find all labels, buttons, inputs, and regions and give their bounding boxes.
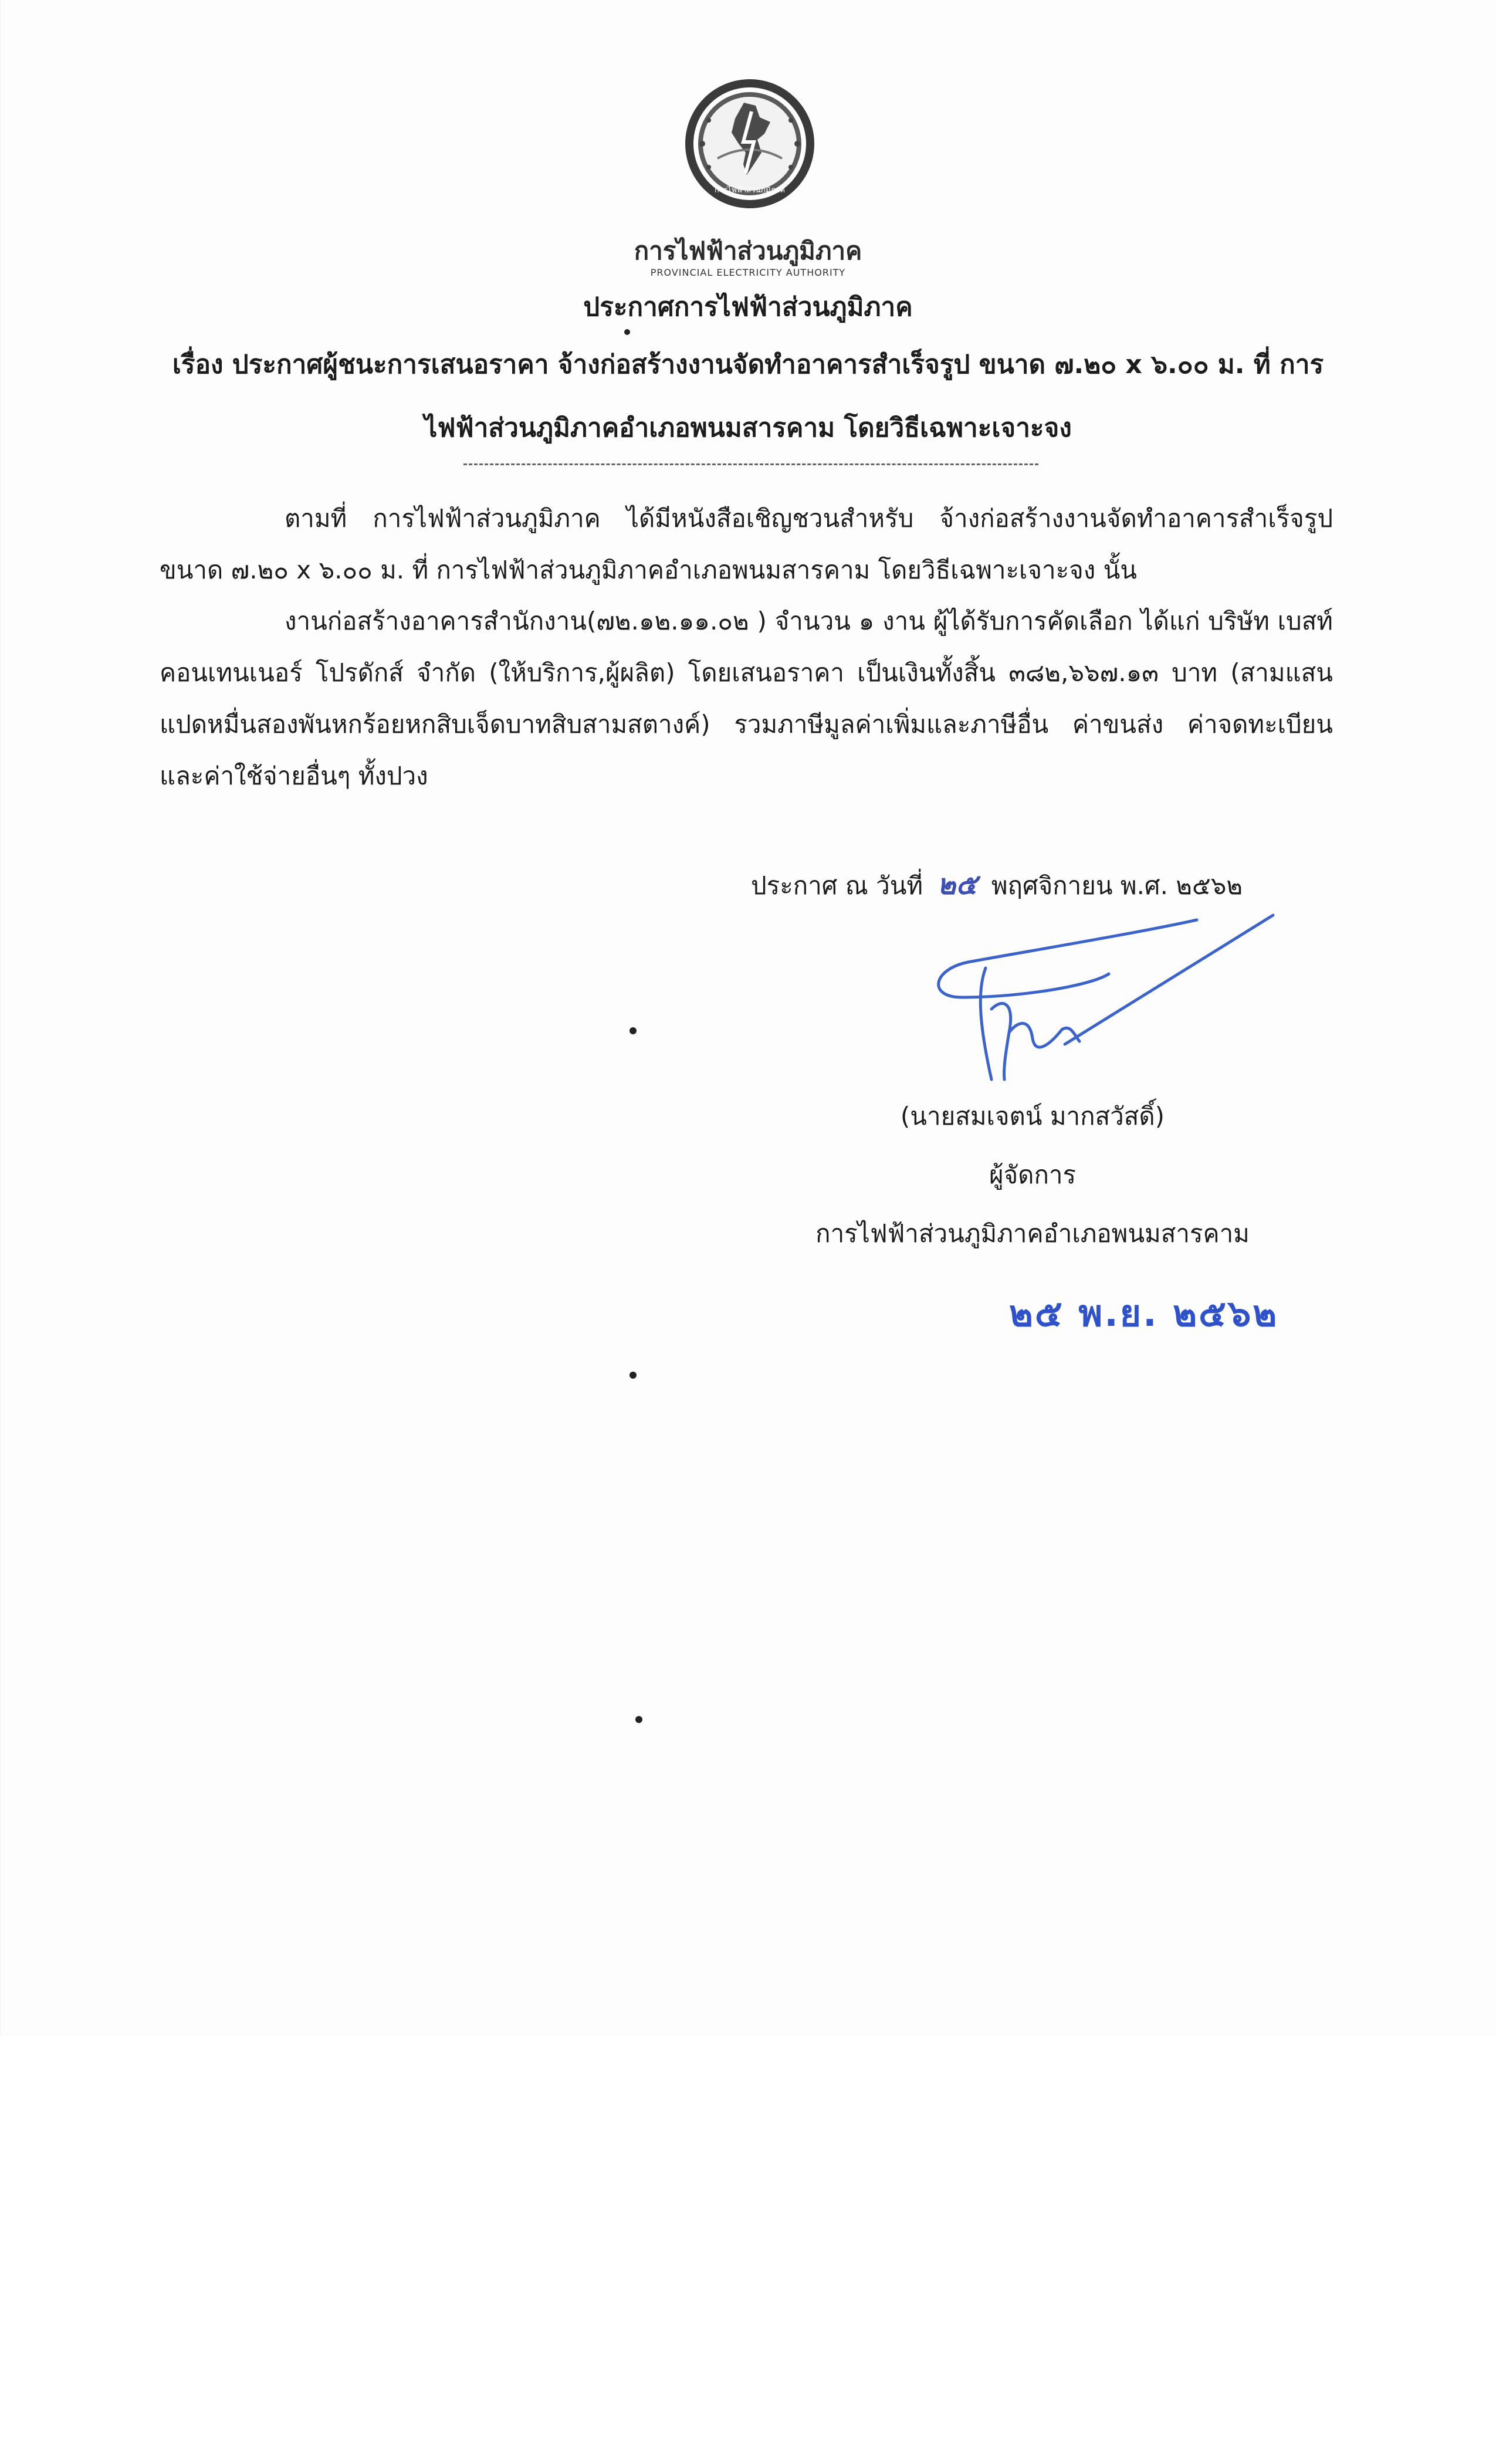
announcement-date [751,862,1243,907]
date-stamp: ๒๕ พ.ย. ๒๕๖๒ [1009,1292,1279,1335]
org-name-thai: การไฟฟ้าส่วนภูมิภาค [634,236,862,265]
body-paragraph-2 [160,595,1333,802]
body-paragraph-1-text: ตามที่ การไฟฟ้าส่วนภูมิภาค ได้มีหนังสือเชิญชวนสำหรับ จ้างก่อสร้างงานจัดทำอาคารสำเร็จรูป ขนาด ๗.๒๐ x ๖.๐๐ ม. ที่ การไฟฟ้าส่วนภูมิภาคอำเภอพนมสารคาม โดยวิธีเฉพาะเจาะจง นั้น [160,504,1333,584]
handwritten-signature [915,909,1302,1097]
body-paragraph-2-text: งานก่อสร้างอาคารสำนักงาน(๗๒.๑๒.๑๑.๐๒ ) จำนวน ๑ งาน ผู้ได้รับการคัดเลือก ได้แก่ บริษัท เบสท์ คอนเทนเนอร์ โปรดักส์ จำกัด (ให้บริการ,ผู้ผลิต) โดยเสนอราคา เป็นเงินทั้งสิ้น ๓๘๒,๖๖๗.๑๓ บาท (สามแสนแปดหมื่นสองพันหกร้อยหกสิบเจ็ดบาทสิบสามสตางค์) รวมภาษีมูลค่าเพิ่มและภาษีอื่น ค่าขนส่ง ค่าจดทะเบียน และค่าใช้จ่ายอื่นๆ ทั้งปวง [160,607,1333,790]
announcement-subject: เรื่อง ประกาศผู้ชนะการเสนอราคา จ้างก่อสร้างงานจัดทำอาคารสำเร็จรูป ขนาด ๗.๒๐ x ๖.๐๐ ม. ที่ การไฟฟ้าส่วนภูมิภาคอำเภอพนมสารคาม โดยวิธีเฉพาะเจาะจง [172,350,1324,443]
signer-name: (นายสมเจตน์ มากสวัสดิ์) [900,1102,1165,1131]
signer-office: การไฟฟ้าส่วนภูมิภาคอำเภอพนมสารคาม [815,1219,1250,1248]
logo-ring-text: การไฟฟ้าส่วนภูมิภาค [714,186,786,195]
date-month-year: พฤศจิกายน พ.ศ. ๒๕๖๒ [991,871,1243,900]
divider-line [463,463,1038,465]
org-name-english: PROVINCIAL ELECTRICITY AUTHORITY [650,267,846,278]
pea-logo [682,76,817,211]
body-paragraph-1 [160,493,1333,596]
date-prefix: ประกาศ ณ วันที่ [751,871,923,900]
signer-position: ผู้จัดการ [989,1160,1077,1189]
scan-speck [635,1716,642,1723]
scan-speck [629,1372,637,1379]
handwritten-day: ๒๕ [937,868,977,901]
announcement-heading: ประกาศการไฟฟ้าส่วนภูมิภาค [583,292,913,322]
scan-speck [629,1027,637,1034]
